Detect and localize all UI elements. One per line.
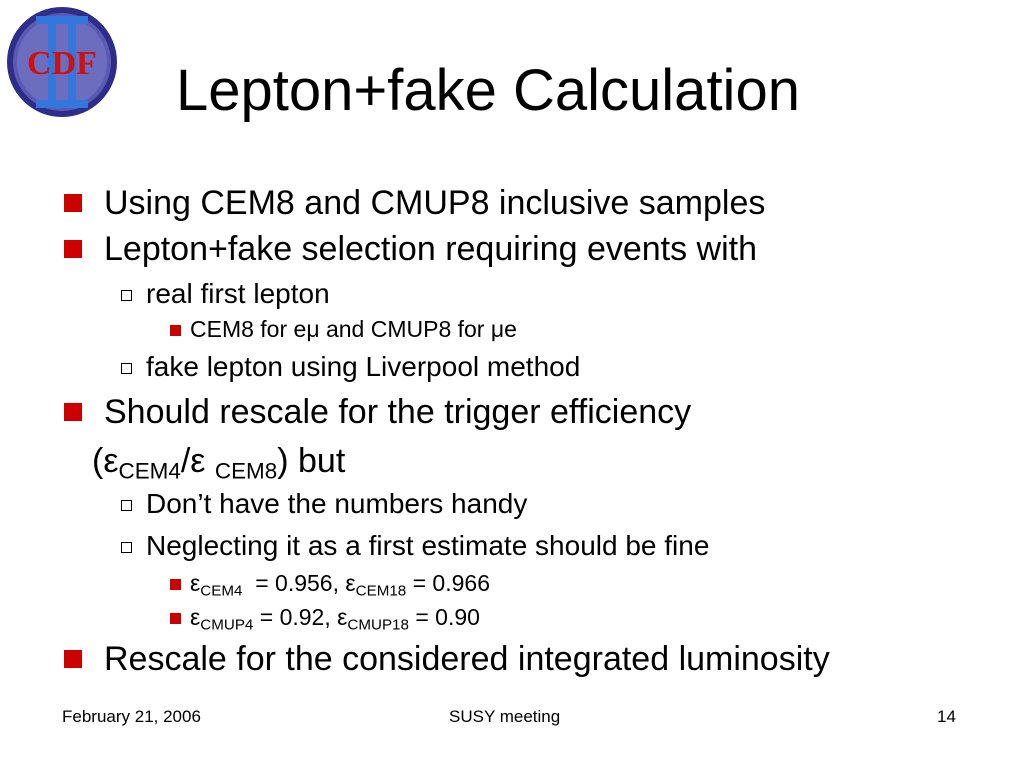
bullet-text: Neglecting it as a first estimate should be fine <box>146 530 710 561</box>
cdf-logo <box>4 4 120 120</box>
hollow-square-bullet-icon <box>121 363 132 374</box>
bullet-text: Using CEM8 and CMUP8 inclusive samples <box>104 184 766 222</box>
bullet-text-formula: $\varepsilon_{CEM4} = 0.956$, $\varepsilon_{CEM18} = 0.966$ <box>190 570 490 600</box>
logo-text: CDF <box>27 45 97 82</box>
bullet-text: Rescale for the considered integrated luminosity <box>104 640 830 678</box>
red-square-bullet-icon <box>64 650 82 668</box>
red-square-bullet-icon <box>64 240 82 258</box>
bullet-text: Lepton+fake selection requiring events with <box>104 230 758 268</box>
footer-event: SUSY meeting <box>449 707 561 726</box>
footer-page-number: 14 <box>937 707 956 726</box>
red-square-bullet-icon <box>64 403 82 421</box>
red-square-bullet-icon <box>170 613 181 624</box>
hollow-square-bullet-icon <box>121 500 132 511</box>
bullet-text: real first lepton <box>146 278 330 309</box>
bullet-text: Should rescale for the trigger efficiency <box>104 393 692 431</box>
bullet-text: fake lepton using Liverpool method <box>146 351 581 382</box>
slide-title: Lepton+fake Calculation <box>176 58 800 123</box>
bullet-text-formula: $\varepsilon_{CMUP4} = 0.92$, $\varepsilon_{CMUP18} = 0.90$ <box>190 604 480 634</box>
red-square-bullet-icon <box>170 325 181 336</box>
footer-date: February 21, 2006 <box>62 707 201 726</box>
bullet-text: Don’t have the numbers handy <box>146 488 528 519</box>
hollow-square-bullet-icon <box>121 290 132 301</box>
hollow-square-bullet-icon <box>121 542 132 553</box>
bullet-text: CEM8 for eμ and CMUP8 for μe <box>190 316 517 342</box>
red-square-bullet-icon <box>170 579 181 590</box>
red-square-bullet-icon <box>64 194 82 212</box>
bullet-text-formula: ($\varepsilon_{CEM4}/\varepsilon$ $_{CEM8}$) but <box>92 442 346 484</box>
